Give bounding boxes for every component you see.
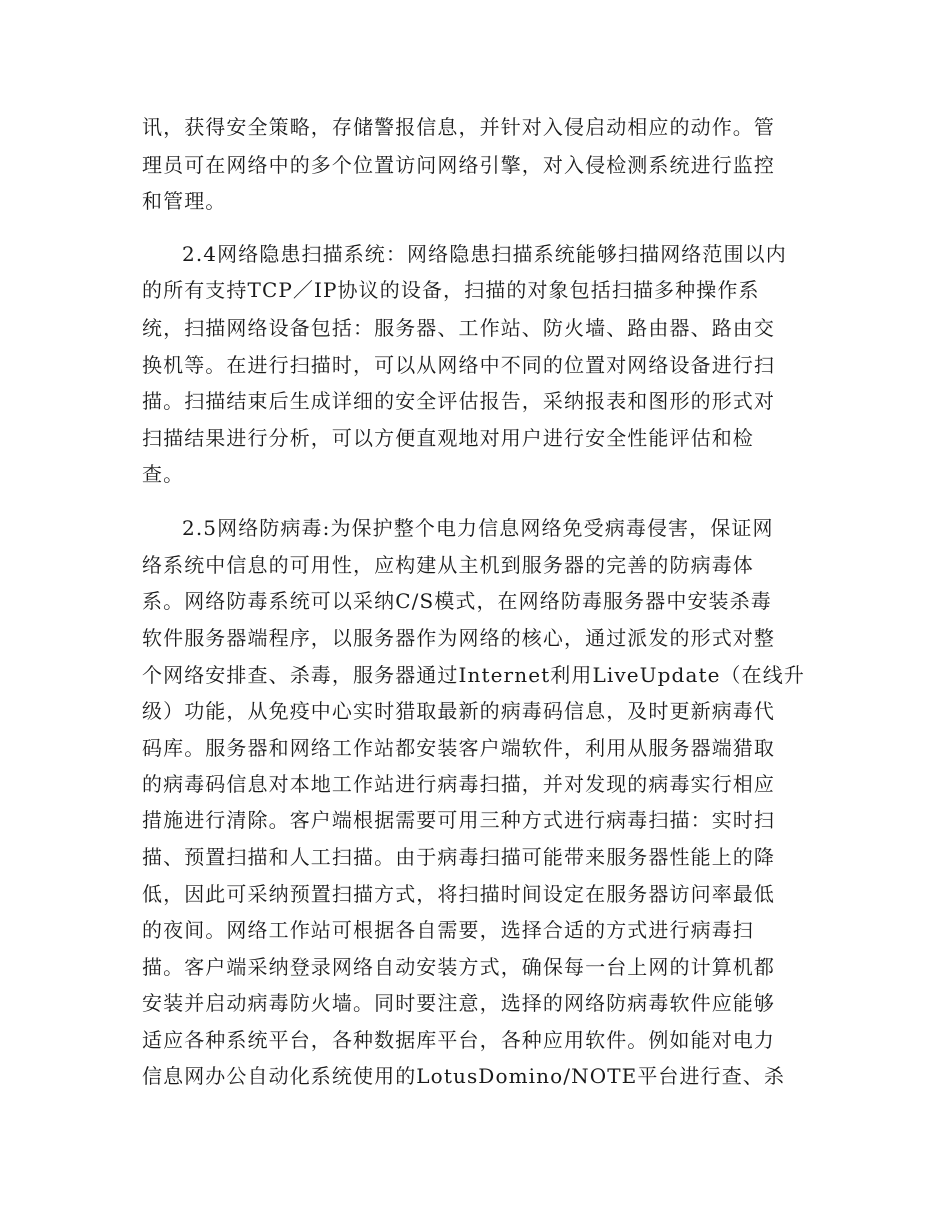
- text-line: 适应各种系统平台，各种数据库平台，各种应用软件。例如能对电力: [142, 1028, 775, 1052]
- text-line: 和管理。: [142, 189, 227, 213]
- text-line: 系。网络防毒系统可以采纳C/S模式，在网络防毒服务器中安装杀毒: [142, 589, 772, 613]
- text-line: 查。: [142, 462, 185, 486]
- text-line: 换机等。在进行扫描时，可以从网络中不同的位置对网络设备进行扫: [142, 353, 775, 377]
- text-line: 络系统中信息的可用性，应构建从主机到服务器的完善的防病毒体: [142, 553, 754, 577]
- text-line: 安装并启动病毒防火墙。同时要注意，选择的网络防病毒软件应能够: [142, 991, 775, 1015]
- text-line: 讯，获得安全策略，存储警报信息，并针对入侵启动相应的动作。管: [142, 115, 775, 139]
- text-line: 软件服务器端程序，以服务器作为网络的核心，通过派发的形式对整: [142, 626, 775, 650]
- text-line: 统，扫描网络设备包括：服务器、工作站、防火墙、路由器、路由交: [142, 316, 775, 340]
- text-line: 低，因此可采纳预置扫描方式，将扫描时间设定在服务器访问率最低: [142, 882, 775, 906]
- text-line: 描。客户端采纳登录网络自动安装方式，确保每一台上网的计算机都: [142, 955, 775, 979]
- text-line: 个网络安排查、杀毒，服务器通过Internet利用LiveUpdate（在线升: [142, 663, 805, 687]
- text-line: 2.5网络防病毒:为保护整个电力信息网络免受病毒侵害，保证网: [182, 516, 774, 540]
- text-line: 信息网办公自动化系统使用的LotusDomino/NOTE平台进行查、杀: [142, 1064, 786, 1088]
- text-line: 级）功能，从免疫中心实时猎取最新的病毒码信息，及时更新病毒代: [142, 699, 775, 723]
- text-line: 的病毒码信息对本地工作站进行病毒扫描，并对发现的病毒实行相应: [142, 772, 775, 796]
- text-line: 码库。服务器和网络工作站都安装客户端软件，利用从服务器端猎取: [142, 736, 775, 760]
- text-line: 2.4网络隐患扫描系统：网络隐患扫描系统能够扫描网络范围以内: [182, 242, 787, 266]
- text-line: 的夜间。网络工作站可根据各自需要，选择合适的方式进行病毒扫: [142, 918, 754, 942]
- text-line: 理员可在网络中的多个位置访问网络引擎，对入侵检测系统进行监控: [142, 153, 775, 177]
- text-line: 措施进行清除。客户端根据需要可用三种方式进行病毒扫描：实时扫: [142, 808, 775, 832]
- text-line: 扫描结果进行分析，可以方便直观地对用户进行安全性能评估和检: [142, 426, 754, 450]
- text-line: 描、预置扫描和人工扫描。由于病毒扫描可能带来服务器性能上的降: [142, 845, 775, 869]
- text-line: 的所有支持TCP／IP协议的设备，扫描的对象包括扫描多种操作系: [142, 278, 760, 302]
- text-line: 描。扫描结束后生成详细的安全评估报告，采纳报表和图形的形式对: [142, 389, 775, 413]
